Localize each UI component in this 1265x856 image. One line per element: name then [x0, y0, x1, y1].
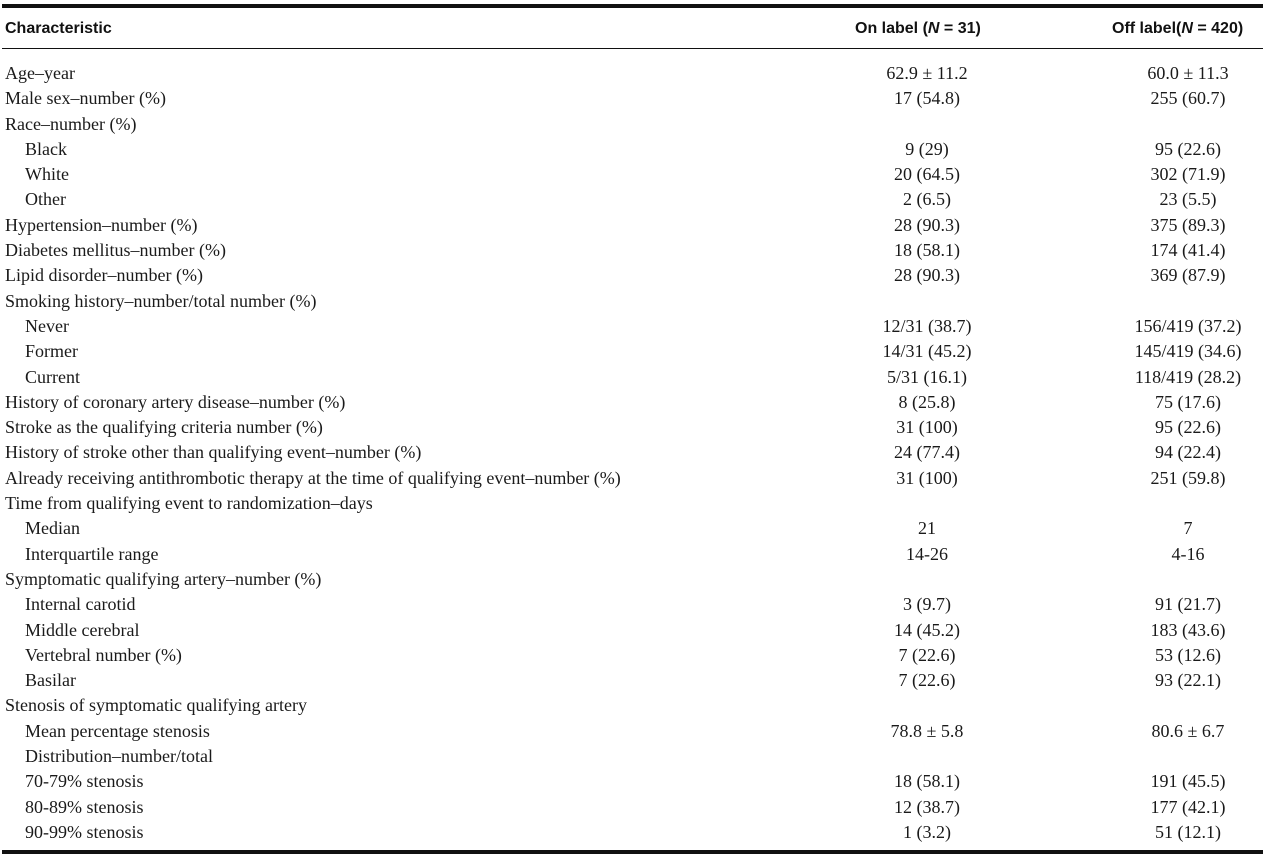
column-header-on-label — [855, 20, 981, 38]
table-row — [2, 744, 1263, 769]
row-label: Basilar — [25, 670, 76, 691]
row-label: Distribution–number/total — [25, 746, 213, 767]
on-label-value: 12/31 (38.7) — [882, 315, 972, 336]
table-row — [2, 137, 1263, 162]
off-label-value: 375 (89.3) — [1150, 214, 1226, 235]
off-label-value: 118/419 (28.2) — [1134, 366, 1242, 387]
on-label-value: 7 (22.6) — [898, 670, 956, 691]
row-label: Already receiving antithrombotic therapy at the time of qualifying event–number (%) — [5, 467, 621, 488]
table-row — [2, 86, 1263, 111]
table-row — [2, 314, 1263, 339]
table-row — [2, 693, 1263, 718]
table-row — [2, 61, 1263, 86]
on-label-value: 8 (25.8) — [898, 391, 956, 412]
on-label-value: 18 (58.1) — [894, 240, 960, 261]
row-label: Race–number (%) — [5, 113, 137, 134]
off-label-value: 91 (21.7) — [1155, 594, 1221, 615]
row-label: Black — [25, 138, 67, 159]
off-label-value: 93 (22.1) — [1155, 670, 1221, 691]
off-label-value: 95 (22.6) — [1155, 138, 1221, 159]
on-label-value: 12 (38.7) — [894, 796, 960, 817]
table-row — [2, 516, 1263, 541]
row-label: Age–year — [5, 63, 75, 83]
baseline-characteristics-table — [2, 4, 1263, 854]
off-label-value: 94 (22.4) — [1155, 442, 1221, 463]
row-label: Middle cerebral — [25, 619, 140, 640]
table-row — [2, 263, 1263, 288]
table-row — [2, 440, 1263, 465]
off-label-value: 53 (12.6) — [1155, 644, 1221, 665]
column-header-off-label — [1112, 20, 1243, 38]
row-label: Stroke as the qualifying criteria number (%) — [5, 417, 323, 438]
table-row — [2, 643, 1263, 668]
off-label-value: 255 (60.7) — [1150, 88, 1226, 109]
on-label-value: 9 (29) — [905, 138, 949, 159]
off-label-value: 177 (42.1) — [1150, 796, 1226, 817]
off-label-value: 95 (22.6) — [1155, 417, 1221, 438]
column-header-characteristic: Characteristic — [5, 20, 112, 37]
table-bottom-rule — [2, 850, 1263, 854]
row-label: 80-89% stenosis — [25, 796, 144, 817]
table-row — [2, 719, 1263, 744]
row-label: Current — [25, 366, 80, 387]
table-row — [2, 365, 1263, 390]
off-label-value: 156/419 (37.2) — [1134, 315, 1242, 336]
on-label-value: 78.8 ± 5.8 — [890, 720, 964, 741]
off-label-value: 60.0 ± 11.3 — [1147, 63, 1229, 83]
on-label-value: 1 (3.2) — [903, 821, 951, 842]
off-label-value: 23 (5.5) — [1159, 189, 1217, 210]
off-label-value: 191 (45.5) — [1150, 771, 1226, 792]
row-label: Internal carotid — [25, 594, 136, 615]
on-label-value: 28 (90.3) — [894, 265, 960, 286]
on-label-value: 20 (64.5) — [894, 164, 960, 185]
row-label: Time from qualifying event to randomization–days — [5, 493, 373, 514]
on-label-value: 7 (22.6) — [898, 644, 956, 665]
row-label: Never — [25, 315, 69, 336]
table-row — [2, 238, 1263, 263]
table-row — [2, 415, 1263, 440]
row-label: Hypertension–number (%) — [5, 214, 198, 235]
table-body — [2, 49, 1263, 845]
row-label: Other — [25, 189, 66, 210]
row-label: History of coronary artery disease–number (%) — [5, 391, 346, 412]
on-label-value: 18 (58.1) — [894, 771, 960, 792]
on-label-value: 31 (100) — [896, 417, 958, 438]
table-header-row — [2, 8, 1263, 48]
on-label-value: 24 (77.4) — [894, 442, 960, 463]
table-row — [2, 592, 1263, 617]
table-row — [2, 162, 1263, 187]
table-row — [2, 112, 1263, 137]
off-label-value: 183 (43.6) — [1150, 619, 1226, 640]
table-row — [2, 466, 1263, 491]
off-label-value: 174 (41.4) — [1150, 240, 1226, 261]
off-label-value: 51 (12.1) — [1155, 821, 1221, 842]
on-label-value: 14-26 — [906, 543, 948, 564]
table-row — [2, 339, 1263, 364]
row-label: Stenosis of symptomatic qualifying artery — [5, 695, 307, 716]
off-label-value: 251 (59.8) — [1150, 467, 1226, 488]
row-label: Interquartile range — [25, 543, 159, 564]
on-label-value: 28 (90.3) — [894, 214, 960, 235]
row-label: Symptomatic qualifying artery–number (%) — [5, 568, 322, 589]
table-row — [2, 390, 1263, 415]
off-label-value: 145/419 (34.6) — [1134, 341, 1242, 362]
row-label: Mean percentage stenosis — [25, 720, 210, 741]
table-row — [2, 567, 1263, 592]
table-row — [2, 795, 1263, 820]
row-label: 90-99% stenosis — [25, 821, 144, 842]
table-row — [2, 668, 1263, 693]
row-label: Lipid disorder–number (%) — [5, 265, 203, 286]
off-label-value: 369 (87.9) — [1150, 265, 1226, 286]
off-label-value: 7 — [1183, 518, 1193, 539]
table-row — [2, 491, 1263, 516]
table-row — [2, 820, 1263, 845]
row-label: Median — [25, 518, 80, 539]
row-label: Male sex–number (%) — [5, 88, 166, 109]
off-label-value: 302 (71.9) — [1150, 164, 1226, 185]
row-label: 70-79% stenosis — [25, 771, 144, 792]
row-label: Smoking history–number/total number (%) — [5, 290, 317, 311]
on-label-prefix: On label ( — [855, 20, 928, 37]
table-row — [2, 769, 1263, 794]
on-label-value: 31 (100) — [896, 467, 958, 488]
row-label: Diabetes mellitus–number (%) — [5, 240, 226, 261]
off-label-n: N — [1181, 20, 1193, 37]
off-label-suffix: = 420) — [1192, 20, 1244, 37]
row-label: White — [25, 164, 69, 185]
off-label-prefix: Off label( — [1112, 20, 1182, 37]
on-label-value: 14 (45.2) — [894, 619, 960, 640]
on-label-suffix: = 31) — [939, 20, 981, 37]
on-label-value: 2 (6.5) — [903, 189, 951, 210]
on-label-value: 5/31 (16.1) — [887, 366, 967, 387]
on-label-n: N — [927, 20, 940, 37]
on-label-value: 3 (9.7) — [903, 594, 951, 615]
on-label-value: 17 (54.8) — [894, 88, 960, 109]
on-label-value: 21 — [918, 518, 936, 539]
row-label: History of stroke other than qualifying event–number (%) — [5, 442, 422, 463]
off-label-value: 80.6 ± 6.7 — [1151, 720, 1225, 741]
off-label-value: 4-16 — [1171, 543, 1205, 564]
row-label: Former — [25, 341, 78, 362]
table-row — [2, 542, 1263, 567]
table-row — [2, 187, 1263, 212]
table-row — [2, 289, 1263, 314]
on-label-value: 62.9 ± 11.2 — [886, 63, 968, 83]
off-label-value: 75 (17.6) — [1155, 391, 1221, 412]
on-label-value: 14/31 (45.2) — [882, 341, 972, 362]
table-row — [2, 618, 1263, 643]
table-row — [2, 213, 1263, 238]
row-label: Vertebral number (%) — [25, 644, 182, 665]
